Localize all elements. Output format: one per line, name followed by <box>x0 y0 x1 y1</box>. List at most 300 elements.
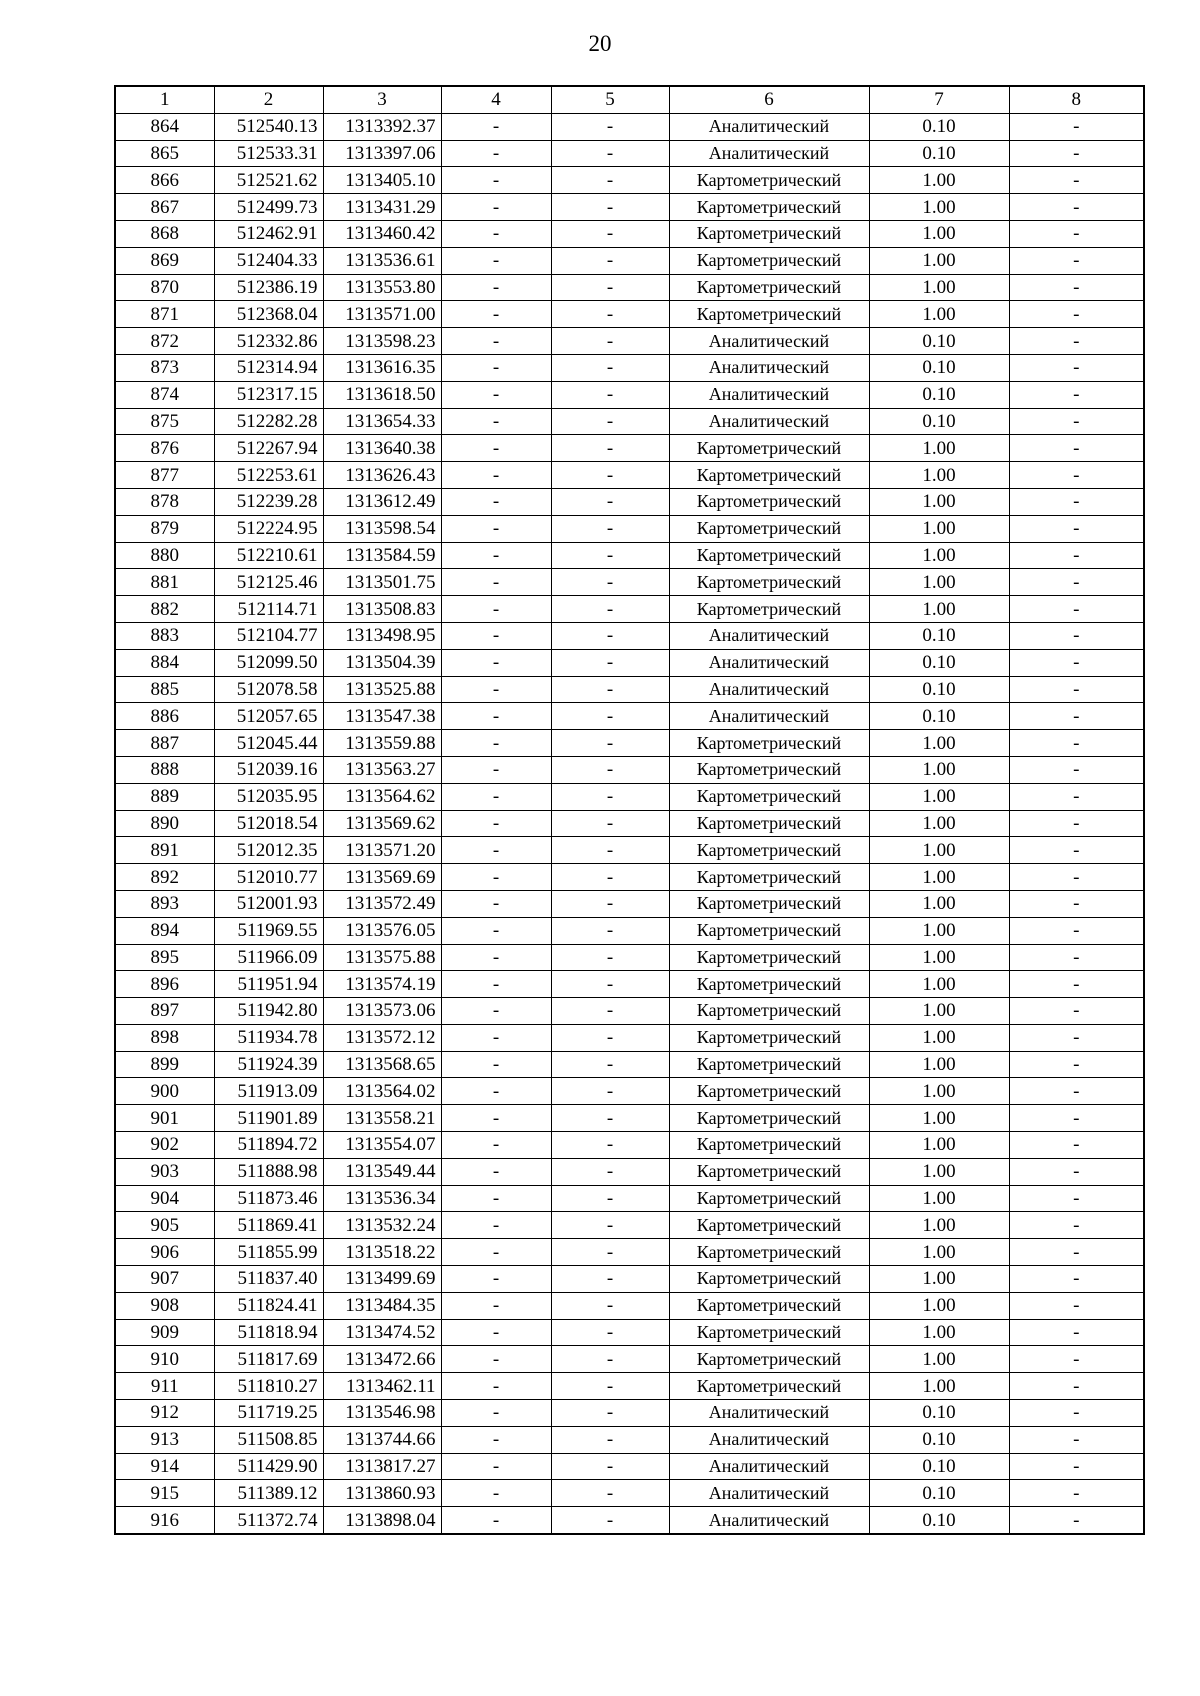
point-number-cell: 897 <box>115 998 214 1025</box>
column-5-cell: - <box>551 971 669 998</box>
table-row <box>115 140 1144 167</box>
y-coordinate-cell: 1313462.11 <box>323 1373 441 1400</box>
column-5-cell: - <box>551 381 669 408</box>
point-number-cell: 873 <box>115 354 214 381</box>
column-8-cell: - <box>1009 917 1144 944</box>
y-coordinate-cell: 1313569.62 <box>323 810 441 837</box>
y-coordinate-cell: 1313431.29 <box>323 194 441 221</box>
method-cell: Картометрический <box>669 971 869 998</box>
method-cell: Аналитический <box>669 1453 869 1480</box>
point-number-cell: 899 <box>115 1051 214 1078</box>
point-number-cell: 913 <box>115 1426 214 1453</box>
x-coordinate-cell: 511837.40 <box>214 1266 323 1293</box>
point-number-cell: 911 <box>115 1373 214 1400</box>
column-8-cell: - <box>1009 1426 1144 1453</box>
table-row <box>115 569 1144 596</box>
column-8-cell: - <box>1009 569 1144 596</box>
y-coordinate-cell: 1313532.24 <box>323 1212 441 1239</box>
y-coordinate-cell: 1313499.69 <box>323 1266 441 1293</box>
point-number-cell: 878 <box>115 488 214 515</box>
column-5-cell: - <box>551 676 669 703</box>
column-5-cell: - <box>551 113 669 140</box>
column-5-cell: - <box>551 998 669 1025</box>
column-5-cell: - <box>551 1239 669 1266</box>
column-4-cell: - <box>441 1507 551 1534</box>
table-row <box>115 113 1144 140</box>
accuracy-cell: 1.00 <box>869 194 1009 221</box>
y-coordinate-cell: 1313574.19 <box>323 971 441 998</box>
table-row <box>115 783 1144 810</box>
y-coordinate-cell: 1313744.66 <box>323 1426 441 1453</box>
table-row <box>115 274 1144 301</box>
point-number-cell: 904 <box>115 1185 214 1212</box>
table-row <box>115 890 1144 917</box>
accuracy-cell: 0.10 <box>869 1480 1009 1507</box>
x-coordinate-cell: 511924.39 <box>214 1051 323 1078</box>
x-coordinate-cell: 512114.71 <box>214 596 323 623</box>
column-5-cell: - <box>551 810 669 837</box>
x-coordinate-cell: 512332.86 <box>214 328 323 355</box>
method-cell: Картометрический <box>669 194 869 221</box>
accuracy-cell: 1.00 <box>869 462 1009 489</box>
method-cell: Картометрический <box>669 1024 869 1051</box>
column-4-cell: - <box>441 703 551 730</box>
x-coordinate-cell: 512099.50 <box>214 649 323 676</box>
table-row <box>115 1292 1144 1319</box>
column-5-cell: - <box>551 301 669 328</box>
x-coordinate-cell: 512224.95 <box>214 515 323 542</box>
method-cell: Аналитический <box>669 354 869 381</box>
method-cell: Аналитический <box>669 703 869 730</box>
accuracy-cell: 1.00 <box>869 917 1009 944</box>
column-5-cell: - <box>551 354 669 381</box>
accuracy-cell: 1.00 <box>869 542 1009 569</box>
x-coordinate-cell: 512125.46 <box>214 569 323 596</box>
column-5-cell: - <box>551 194 669 221</box>
point-number-cell: 876 <box>115 435 214 462</box>
point-number-cell: 910 <box>115 1346 214 1373</box>
x-coordinate-cell: 511934.78 <box>214 1024 323 1051</box>
method-cell: Картометрический <box>669 1078 869 1105</box>
table-body <box>115 113 1144 1534</box>
table-row <box>115 1319 1144 1346</box>
column-4-cell: - <box>441 783 551 810</box>
table-row <box>115 1400 1144 1427</box>
column-8-cell: - <box>1009 1185 1144 1212</box>
column-8-cell: - <box>1009 1239 1144 1266</box>
point-number-cell: 912 <box>115 1400 214 1427</box>
y-coordinate-cell: 1313860.93 <box>323 1480 441 1507</box>
point-number-cell: 879 <box>115 515 214 542</box>
x-coordinate-cell: 511817.69 <box>214 1346 323 1373</box>
table-row <box>115 1373 1144 1400</box>
column-5-cell: - <box>551 488 669 515</box>
accuracy-cell: 1.00 <box>869 1051 1009 1078</box>
column-8-cell: - <box>1009 1480 1144 1507</box>
point-number-cell: 875 <box>115 408 214 435</box>
column-4-cell: - <box>441 944 551 971</box>
table-row <box>115 837 1144 864</box>
x-coordinate-cell: 511824.41 <box>214 1292 323 1319</box>
x-coordinate-cell: 511429.90 <box>214 1453 323 1480</box>
y-coordinate-cell: 1313572.49 <box>323 890 441 917</box>
table-row <box>115 328 1144 355</box>
point-number-cell: 885 <box>115 676 214 703</box>
column-5-cell: - <box>551 944 669 971</box>
y-coordinate-cell: 1313568.65 <box>323 1051 441 1078</box>
column-4-cell: - <box>441 488 551 515</box>
y-coordinate-cell: 1313598.23 <box>323 328 441 355</box>
x-coordinate-cell: 512018.54 <box>214 810 323 837</box>
x-coordinate-cell: 512078.58 <box>214 676 323 703</box>
accuracy-cell: 1.00 <box>869 837 1009 864</box>
x-coordinate-cell: 511966.09 <box>214 944 323 971</box>
x-coordinate-cell: 512404.33 <box>214 247 323 274</box>
point-number-cell: 915 <box>115 1480 214 1507</box>
y-coordinate-cell: 1313571.20 <box>323 837 441 864</box>
table-row <box>115 1132 1144 1159</box>
y-coordinate-cell: 1313504.39 <box>323 649 441 676</box>
column-header: 2 <box>214 86 323 113</box>
table-row <box>115 864 1144 891</box>
point-number-cell: 888 <box>115 756 214 783</box>
column-8-cell: - <box>1009 783 1144 810</box>
accuracy-cell: 1.00 <box>869 1105 1009 1132</box>
column-4-cell: - <box>441 354 551 381</box>
column-5-cell: - <box>551 1426 669 1453</box>
method-cell: Аналитический <box>669 408 869 435</box>
column-5-cell: - <box>551 1346 669 1373</box>
column-8-cell: - <box>1009 703 1144 730</box>
method-cell: Картометрический <box>669 1051 869 1078</box>
column-4-cell: - <box>441 649 551 676</box>
x-coordinate-cell: 512239.28 <box>214 488 323 515</box>
y-coordinate-cell: 1313584.59 <box>323 542 441 569</box>
column-5-cell: - <box>551 890 669 917</box>
column-5-cell: - <box>551 542 669 569</box>
x-coordinate-cell: 511901.89 <box>214 1105 323 1132</box>
y-coordinate-cell: 1313572.12 <box>323 1024 441 1051</box>
point-number-cell: 864 <box>115 113 214 140</box>
point-number-cell: 881 <box>115 569 214 596</box>
x-coordinate-cell: 511719.25 <box>214 1400 323 1427</box>
column-8-cell: - <box>1009 1212 1144 1239</box>
y-coordinate-cell: 1313612.49 <box>323 488 441 515</box>
accuracy-cell: 1.00 <box>869 488 1009 515</box>
column-8-cell: - <box>1009 676 1144 703</box>
column-4-cell: - <box>441 971 551 998</box>
method-cell: Аналитический <box>669 622 869 649</box>
point-number-cell: 874 <box>115 381 214 408</box>
table-row <box>115 1024 1144 1051</box>
table-row <box>115 1078 1144 1105</box>
column-5-cell: - <box>551 730 669 757</box>
accuracy-cell: 1.00 <box>869 944 1009 971</box>
column-4-cell: - <box>441 408 551 435</box>
accuracy-cell: 0.10 <box>869 140 1009 167</box>
column-5-cell: - <box>551 462 669 489</box>
column-8-cell: - <box>1009 1266 1144 1293</box>
accuracy-cell: 1.00 <box>869 1373 1009 1400</box>
method-cell: Картометрический <box>669 1346 869 1373</box>
method-cell: Картометрический <box>669 220 869 247</box>
method-cell: Картометрический <box>669 301 869 328</box>
y-coordinate-cell: 1313392.37 <box>323 113 441 140</box>
accuracy-cell: 0.10 <box>869 676 1009 703</box>
column-4-cell: - <box>441 1373 551 1400</box>
point-number-cell: 882 <box>115 596 214 623</box>
column-5-cell: - <box>551 569 669 596</box>
column-4-cell: - <box>441 622 551 649</box>
column-8-cell: - <box>1009 622 1144 649</box>
x-coordinate-cell: 512010.77 <box>214 864 323 891</box>
column-8-cell: - <box>1009 167 1144 194</box>
y-coordinate-cell: 1313569.69 <box>323 864 441 891</box>
y-coordinate-cell: 1313817.27 <box>323 1453 441 1480</box>
table-row <box>115 488 1144 515</box>
table-row <box>115 944 1144 971</box>
table-row <box>115 247 1144 274</box>
column-8-cell: - <box>1009 864 1144 891</box>
y-coordinate-cell: 1313564.02 <box>323 1078 441 1105</box>
column-4-cell: - <box>441 462 551 489</box>
column-4-cell: - <box>441 515 551 542</box>
table-row <box>115 1212 1144 1239</box>
y-coordinate-cell: 1313573.06 <box>323 998 441 1025</box>
point-number-cell: 872 <box>115 328 214 355</box>
y-coordinate-cell: 1313626.43 <box>323 462 441 489</box>
column-8-cell: - <box>1009 1400 1144 1427</box>
table-row <box>115 435 1144 462</box>
y-coordinate-cell: 1313536.61 <box>323 247 441 274</box>
accuracy-cell: 1.00 <box>869 1292 1009 1319</box>
column-5-cell: - <box>551 756 669 783</box>
y-coordinate-cell: 1313558.21 <box>323 1105 441 1132</box>
table-row <box>115 167 1144 194</box>
point-number-cell: 866 <box>115 167 214 194</box>
table-row <box>115 998 1144 1025</box>
column-4-cell: - <box>441 167 551 194</box>
column-8-cell: - <box>1009 328 1144 355</box>
x-coordinate-cell: 511969.55 <box>214 917 323 944</box>
table-header-row <box>115 86 1144 113</box>
accuracy-cell: 1.00 <box>869 810 1009 837</box>
method-cell: Картометрический <box>669 435 869 462</box>
method-cell: Аналитический <box>669 1426 869 1453</box>
accuracy-cell: 0.10 <box>869 703 1009 730</box>
point-number-cell: 914 <box>115 1453 214 1480</box>
method-cell: Аналитический <box>669 1400 869 1427</box>
y-coordinate-cell: 1313559.88 <box>323 730 441 757</box>
point-number-cell: 869 <box>115 247 214 274</box>
x-coordinate-cell: 511951.94 <box>214 971 323 998</box>
column-4-cell: - <box>441 1239 551 1266</box>
table-row <box>115 1426 1144 1453</box>
x-coordinate-cell: 511389.12 <box>214 1480 323 1507</box>
y-coordinate-cell: 1313460.42 <box>323 220 441 247</box>
column-8-cell: - <box>1009 274 1144 301</box>
column-4-cell: - <box>441 837 551 864</box>
accuracy-cell: 0.10 <box>869 354 1009 381</box>
y-coordinate-cell: 1313498.95 <box>323 622 441 649</box>
point-number-cell: 865 <box>115 140 214 167</box>
column-8-cell: - <box>1009 998 1144 1025</box>
x-coordinate-cell: 512045.44 <box>214 730 323 757</box>
x-coordinate-cell: 511873.46 <box>214 1185 323 1212</box>
method-cell: Картометрический <box>669 1292 869 1319</box>
x-coordinate-cell: 512282.28 <box>214 408 323 435</box>
point-number-cell: 883 <box>115 622 214 649</box>
accuracy-cell: 1.00 <box>869 435 1009 462</box>
method-cell: Картометрический <box>669 1212 869 1239</box>
x-coordinate-cell: 511818.94 <box>214 1319 323 1346</box>
method-cell: Картометрический <box>669 890 869 917</box>
method-cell: Аналитический <box>669 140 869 167</box>
x-coordinate-cell: 512533.31 <box>214 140 323 167</box>
column-4-cell: - <box>441 1185 551 1212</box>
point-number-cell: 867 <box>115 194 214 221</box>
y-coordinate-cell: 1313576.05 <box>323 917 441 944</box>
column-8-cell: - <box>1009 1132 1144 1159</box>
table-row <box>115 1480 1144 1507</box>
page-number: 20 <box>588 31 612 56</box>
table-row <box>115 301 1144 328</box>
table-row <box>115 542 1144 569</box>
column-5-cell: - <box>551 1373 669 1400</box>
accuracy-cell: 1.00 <box>869 730 1009 757</box>
x-coordinate-cell: 511869.41 <box>214 1212 323 1239</box>
column-4-cell: - <box>441 328 551 355</box>
y-coordinate-cell: 1313571.00 <box>323 301 441 328</box>
column-5-cell: - <box>551 1132 669 1159</box>
point-number-cell: 895 <box>115 944 214 971</box>
accuracy-cell: 1.00 <box>869 864 1009 891</box>
accuracy-cell: 1.00 <box>869 515 1009 542</box>
x-coordinate-cell: 512314.94 <box>214 354 323 381</box>
method-cell: Картометрический <box>669 1319 869 1346</box>
x-coordinate-cell: 512001.93 <box>214 890 323 917</box>
y-coordinate-cell: 1313618.50 <box>323 381 441 408</box>
point-number-cell: 905 <box>115 1212 214 1239</box>
column-header: 6 <box>669 86 869 113</box>
accuracy-cell: 1.00 <box>869 998 1009 1025</box>
accuracy-cell: 0.10 <box>869 113 1009 140</box>
column-8-cell: - <box>1009 971 1144 998</box>
column-4-cell: - <box>441 1292 551 1319</box>
method-cell: Картометрический <box>669 1373 869 1400</box>
accuracy-cell: 0.10 <box>869 328 1009 355</box>
accuracy-cell: 1.00 <box>869 301 1009 328</box>
point-number-cell: 894 <box>115 917 214 944</box>
y-coordinate-cell: 1313405.10 <box>323 167 441 194</box>
point-number-cell: 906 <box>115 1239 214 1266</box>
method-cell: Картометрический <box>669 1132 869 1159</box>
column-4-cell: - <box>441 194 551 221</box>
method-cell: Картометрический <box>669 596 869 623</box>
column-8-cell: - <box>1009 462 1144 489</box>
x-coordinate-cell: 512521.62 <box>214 167 323 194</box>
table-row <box>115 1346 1144 1373</box>
accuracy-cell: 1.00 <box>869 890 1009 917</box>
y-coordinate-cell: 1313549.44 <box>323 1158 441 1185</box>
table-row <box>115 1158 1144 1185</box>
column-8-cell: - <box>1009 515 1144 542</box>
column-4-cell: - <box>441 998 551 1025</box>
column-5-cell: - <box>551 167 669 194</box>
method-cell: Аналитический <box>669 113 869 140</box>
method-cell: Картометрический <box>669 1185 869 1212</box>
point-number-cell: 896 <box>115 971 214 998</box>
y-coordinate-cell: 1313547.38 <box>323 703 441 730</box>
accuracy-cell: 1.00 <box>869 220 1009 247</box>
column-5-cell: - <box>551 1185 669 1212</box>
point-number-cell: 886 <box>115 703 214 730</box>
column-8-cell: - <box>1009 1373 1144 1400</box>
table-row <box>115 515 1144 542</box>
point-number-cell: 887 <box>115 730 214 757</box>
column-8-cell: - <box>1009 488 1144 515</box>
accuracy-cell: 0.10 <box>869 1453 1009 1480</box>
coordinates-table <box>114 85 1145 1535</box>
method-cell: Аналитический <box>669 676 869 703</box>
y-coordinate-cell: 1313501.75 <box>323 569 441 596</box>
table-row <box>115 408 1144 435</box>
column-4-cell: - <box>441 1078 551 1105</box>
method-cell: Картометрический <box>669 1105 869 1132</box>
x-coordinate-cell: 511810.27 <box>214 1373 323 1400</box>
point-number-cell: 870 <box>115 274 214 301</box>
table-row <box>115 917 1144 944</box>
table-row <box>115 381 1144 408</box>
column-5-cell: - <box>551 1212 669 1239</box>
method-cell: Аналитический <box>669 381 869 408</box>
point-number-cell: 868 <box>115 220 214 247</box>
column-4-cell: - <box>441 1212 551 1239</box>
column-4-cell: - <box>441 756 551 783</box>
method-cell: Аналитический <box>669 1480 869 1507</box>
y-coordinate-cell: 1313518.22 <box>323 1239 441 1266</box>
column-5-cell: - <box>551 1266 669 1293</box>
y-coordinate-cell: 1313616.35 <box>323 354 441 381</box>
y-coordinate-cell: 1313484.35 <box>323 1292 441 1319</box>
y-coordinate-cell: 1313546.98 <box>323 1400 441 1427</box>
column-8-cell: - <box>1009 542 1144 569</box>
y-coordinate-cell: 1313472.66 <box>323 1346 441 1373</box>
point-number-cell: 880 <box>115 542 214 569</box>
y-coordinate-cell: 1313525.88 <box>323 676 441 703</box>
x-coordinate-cell: 512368.04 <box>214 301 323 328</box>
x-coordinate-cell: 512035.95 <box>214 783 323 810</box>
table-row <box>115 1239 1144 1266</box>
accuracy-cell: 0.10 <box>869 1400 1009 1427</box>
x-coordinate-cell: 512386.19 <box>214 274 323 301</box>
method-cell: Картометрический <box>669 998 869 1025</box>
column-5-cell: - <box>551 1507 669 1534</box>
column-8-cell: - <box>1009 220 1144 247</box>
table-row <box>115 756 1144 783</box>
method-cell: Картометрический <box>669 810 869 837</box>
column-4-cell: - <box>441 301 551 328</box>
table-row <box>115 703 1144 730</box>
column-8-cell: - <box>1009 408 1144 435</box>
column-5-cell: - <box>551 1292 669 1319</box>
column-5-cell: - <box>551 1400 669 1427</box>
point-number-cell: 890 <box>115 810 214 837</box>
column-4-cell: - <box>441 569 551 596</box>
column-4-cell: - <box>441 113 551 140</box>
y-coordinate-cell: 1313563.27 <box>323 756 441 783</box>
y-coordinate-cell: 1313508.83 <box>323 596 441 623</box>
